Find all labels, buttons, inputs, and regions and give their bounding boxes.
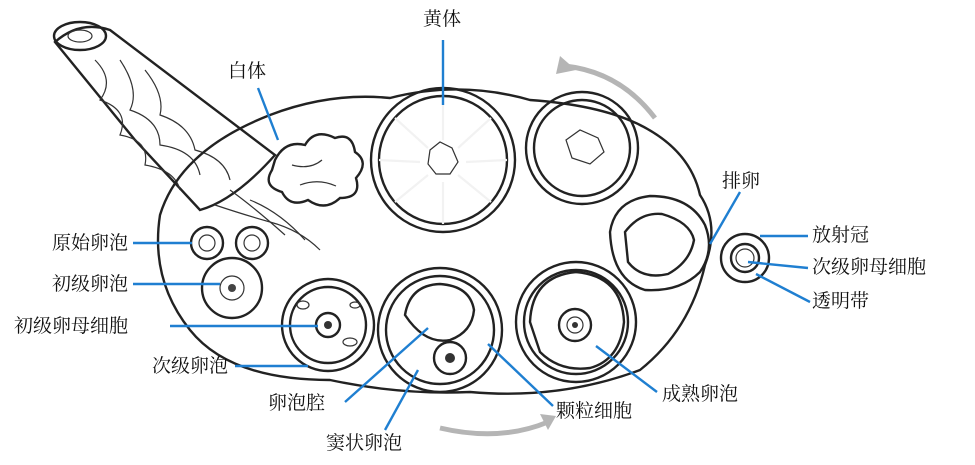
label-primary-oocyte: 初级卵母细胞 xyxy=(14,315,129,337)
label-ovulation: 排卵 xyxy=(722,170,761,192)
corpus-luteum xyxy=(371,88,515,232)
label-mature-follicle: 成熟卵泡 xyxy=(662,383,739,405)
label-primary-follicle: 初级卵泡 xyxy=(52,273,129,295)
label-corpus-luteum: 黄体 xyxy=(423,8,462,30)
label-secondary-follicle: 次级卵泡 xyxy=(152,355,229,377)
label-corpus-albicans: 白体 xyxy=(228,60,267,82)
primordial-follicles xyxy=(191,227,268,259)
antral-follicle xyxy=(378,268,502,392)
rotation-arrow-top xyxy=(556,56,655,118)
leader-kelixibao xyxy=(488,344,553,406)
primary-follicle xyxy=(202,258,262,318)
label-granulosa-cells: 颗粒细胞 xyxy=(556,400,633,422)
label-secondary-oocyte: 次级卵母细胞 xyxy=(812,256,927,278)
rotation-arrow-bottom xyxy=(440,414,556,434)
oviduct-stalk xyxy=(54,22,275,210)
label-antral-follicle: 窦状卵泡 xyxy=(326,432,403,454)
ovulating-follicle xyxy=(610,196,709,290)
released-oocyte xyxy=(721,234,769,282)
label-zona-pellucida: 透明带 xyxy=(812,290,870,312)
corpus-luteum-small xyxy=(526,92,638,204)
label-primordial-follicle: 原始卵泡 xyxy=(52,232,129,254)
label-follicular-antrum: 卵泡腔 xyxy=(268,392,326,414)
corpus-albicans xyxy=(269,134,363,205)
label-corona-radiata: 放射冠 xyxy=(812,224,870,246)
leader-toumingdai xyxy=(756,274,810,302)
